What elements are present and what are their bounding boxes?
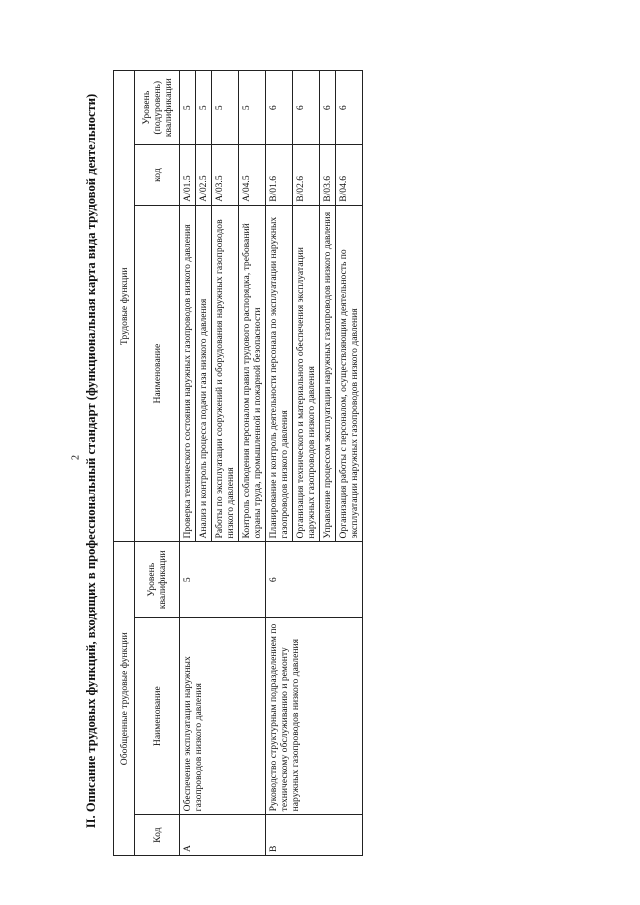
function-name: Организация технического и материального обеспечения эксплуатации наружных газопроводов низкого давления — [293, 205, 320, 542]
table-row — [180, 71, 196, 856]
function-code: B/01.6 — [266, 145, 293, 205]
function-level: 6 — [320, 71, 336, 145]
col-code-header: Код — [135, 815, 180, 856]
function-code: B/04.6 — [336, 145, 363, 205]
col-tf-code-header: код — [135, 145, 180, 205]
col-name-header: Наименование — [135, 617, 180, 814]
group-code: A — [180, 815, 266, 856]
function-name: Планирование и контроль деятельности персонала по эксплуатации наружных газопроводов низкого давления — [266, 205, 293, 542]
group-level: 6 — [266, 542, 363, 617]
function-code: A/02.5 — [196, 145, 212, 205]
function-level: 5 — [196, 71, 212, 145]
function-name: Управление процессом эксплуатации наружных газопроводов низкого давления — [320, 205, 336, 542]
function-name: Работы по эксплуатации сооружений и оборудования наружных газопроводов низкого давления — [212, 205, 239, 542]
rotated-page-content — [84, 56, 614, 866]
col-tf-level-header: Уровень (подуровень) квалификации — [135, 71, 180, 145]
function-level: 6 — [266, 71, 293, 145]
group-name: Руководство структурным подразделением по техническому обслуживанию и ремонту наружных газопроводов низкого давления — [266, 617, 363, 814]
group-level: 5 — [180, 542, 266, 617]
function-code: A/01.5 — [180, 145, 196, 205]
function-level: 6 — [293, 71, 320, 145]
col-tf-name-header: Наименование — [135, 205, 180, 542]
function-name: Проверка технического состояния наружных газопроводов низкого давления — [180, 205, 196, 542]
labor-functions-header: Трудовые функции — [114, 71, 135, 543]
col-level-header: Уровень квалификации — [135, 542, 180, 617]
group-code: B — [266, 815, 363, 856]
functional-map-table — [113, 70, 363, 856]
table-row — [266, 71, 293, 856]
function-name: Организация работы с персоналом, осуществляющим деятельность по эксплуатации наружных газопроводов низкого давления — [336, 205, 363, 542]
page-number: 2 — [70, 455, 82, 460]
function-code: A/03.5 — [212, 145, 239, 205]
function-level: 5 — [180, 71, 196, 145]
function-code: B/03.6 — [320, 145, 336, 205]
section-title: II. Описание трудовых функций, входящих в профессиональный стандарт (функциональная карта вида трудовой деятельности) — [84, 93, 98, 829]
function-level: 5 — [239, 71, 266, 145]
function-code: A/04.5 — [239, 145, 266, 205]
function-name: Контроль соблюдения персоналом правил трудового распорядка, требований охраны труда, промышленной и пожарной безопасности — [239, 205, 266, 542]
function-code: B/02.6 — [293, 145, 320, 205]
function-name: Анализ и контроль процесса подачи газа низкого давления — [196, 205, 212, 542]
generalized-functions-header: Обобщенные трудовые функции — [114, 542, 135, 856]
group-name: Обеспечение эксплуатации наружных газопроводов низкого давления — [180, 617, 266, 814]
function-level: 5 — [212, 71, 239, 145]
function-level: 6 — [336, 71, 363, 145]
